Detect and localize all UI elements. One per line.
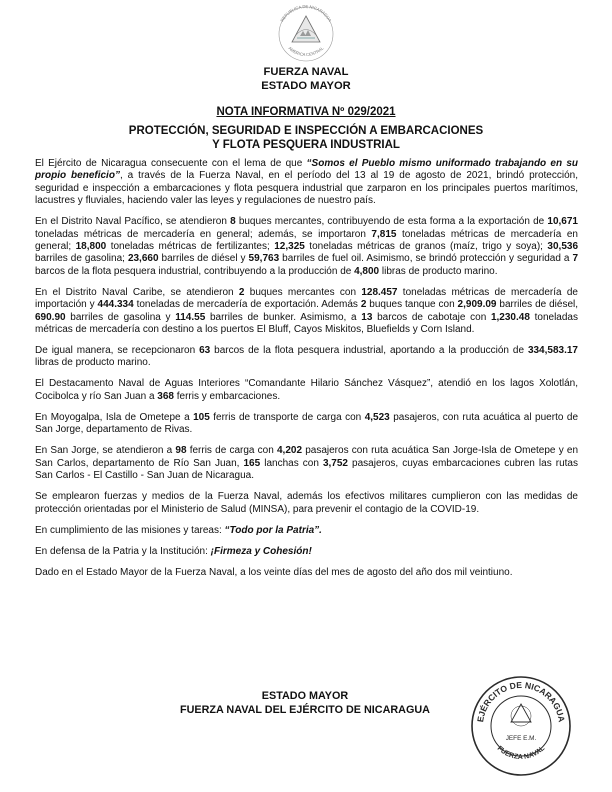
svg-text:AMERICA CENTRAL: AMERICA CENTRAL xyxy=(287,45,325,58)
paragraph-mission-motto: En cumplimiento de las misiones y tareas: “Todo por la Patria”. xyxy=(35,524,322,536)
header-fuerza-naval: FUERZA NAVAL xyxy=(263,66,349,78)
note-number: NOTA INFORMATIVA Nº 029/2021 xyxy=(216,106,396,118)
document-title-line-1: PROTECCIÓN, SEGURIDAD E INSPECCIÓN A EMBARCACIONES xyxy=(128,125,484,137)
motto-text: “Somos el Pueblo mismo uniformado trabajando en su propio beneficio” xyxy=(35,158,578,182)
document-title-line-2: Y FLOTA PESQUERA INDUSTRIAL xyxy=(212,139,400,151)
document-body xyxy=(35,158,578,588)
paragraph-date: Dado en el Estado Mayor de la Fuerza Naval, a los veinte días del mes de agosto del año dos mil veintiuno. xyxy=(35,566,513,578)
svg-text:JEFE E.M.: JEFE E.M. xyxy=(505,735,537,742)
official-seal-icon xyxy=(469,674,573,778)
signature-line-1: ESTADO MAYOR xyxy=(261,690,349,702)
paragraph-fishing-fleet: De igual manera, se recepcionaron 63 barcos de la flota pesquera industrial, aportando a la producción de 334,583.17 libras de producto marino. xyxy=(35,345,578,369)
header-estado-mayor: ESTADO MAYOR xyxy=(261,80,351,92)
paragraph-defense-motto: En defensa de la Patria y la Institución: ¡Firmeza y Cohesión! xyxy=(35,545,312,557)
paragraph-inland-waters: El Destacamento Naval de Aguas Interiores “Comandante Hilario Sánchez Vásquez”, atendió en los lagos Xolotlán, Cocibolca y río San Juan a 368 ferris y embarcaciones. xyxy=(35,378,578,402)
paragraph-caribbean: En el Distrito Naval Caribe, se atendieron 2 buques mercantes con 128.457 toneladas métricas de mercadería de importación y 444.334 toneladas de mercadería de exportación. Además 2 buques tanque con 2,909.09 barriles de diésel, 690.90 barriles de gasolina y 114.55 barriles de bunker. Asimismo, a 13 barcos de cabotaje con 1,230.48 toneladas métricas de mercadería con destino a los puertos El Bluff, Cayos Miskitos, Bluefields y Corn Island. xyxy=(35,286,579,336)
paragraph-pacific: En el Distrito Naval Pacífico, se atendieron 8 buques mercantes, contribuyendo de esta forma a la exportación de 10,671 toneladas métricas de mercadería en general; además, se importaron 7,815 toneladas métricas de mercadería en general; 18,800 toneladas métricas de fertilizantes; 12,325 toneladas métricas de granos (maíz, trigo y soya); 30,536 barriles de gasolina; 23,660 barriles de diésel y 59,763 barriles de fuel oil. Asimismo, se brindó protección y seguridad a 7 barcos de la flota pesquera industrial, contribuyendo a la producción de 4,800 libras de producto marino. xyxy=(35,216,579,277)
svg-text:FUERZA NAVAL: FUERZA NAVAL xyxy=(495,745,547,761)
paragraph-san-jorge: En San Jorge, se atendieron a 98 ferris de carga con 4,202 pasajeros con ruta acuática San Jorge-Isla de Ometepe y en San Carlos, departamento de Río San Juan, 165 lanchas con 3,752 pasajeros, cuyas embarcaciones cubren las rutas San Carlos - El Castillo - San Juan de Nicaragua. xyxy=(35,445,579,482)
nicaragua-coat-of-arms-icon xyxy=(270,2,342,62)
paragraph-intro: El Ejército de Nicaragua consecuente con el lema de que “Somos el Pueblo mismo uniformado trabajando en su propio beneficio”, a través de la Fuerza Naval, en el período del 13 al 19 de agosto de 2021, brindó protección, seguridad e inspección a embarcaciones y flota pesquera industrial que zarparon en los principales puertos marítimos, lacustres y fluviales, haciendo valer las leyes y regulaciones de nuestro país. xyxy=(35,158,578,207)
svg-text:REPUBLICA DE NICARAGUA: REPUBLICA DE NICARAGUA xyxy=(279,3,333,23)
paragraph-covid-measures: Se emplearon fuerzas y medios de la Fuerza Naval, además los efectivos militares cumplieron con las medidas de protección orientadas por el Ministerio de Salud (MINSA), para prevenir el contagio de la COVID-19. xyxy=(35,491,578,515)
paragraph-moyogalpa: En Moyogalpa, Isla de Ometepe a 105 ferris de transporte de carga con 4,523 pasajeros, con ruta acuática al puerto de San Jorge, departamento de Rivas. xyxy=(35,411,578,436)
signature-line-2: FUERZA NAVAL DEL EJÉRCITO DE NICARAGUA xyxy=(180,704,430,716)
svg-text:EJÉRCITO DE NICARAGUA: EJÉRCITO DE NICARAGUA xyxy=(475,679,567,723)
